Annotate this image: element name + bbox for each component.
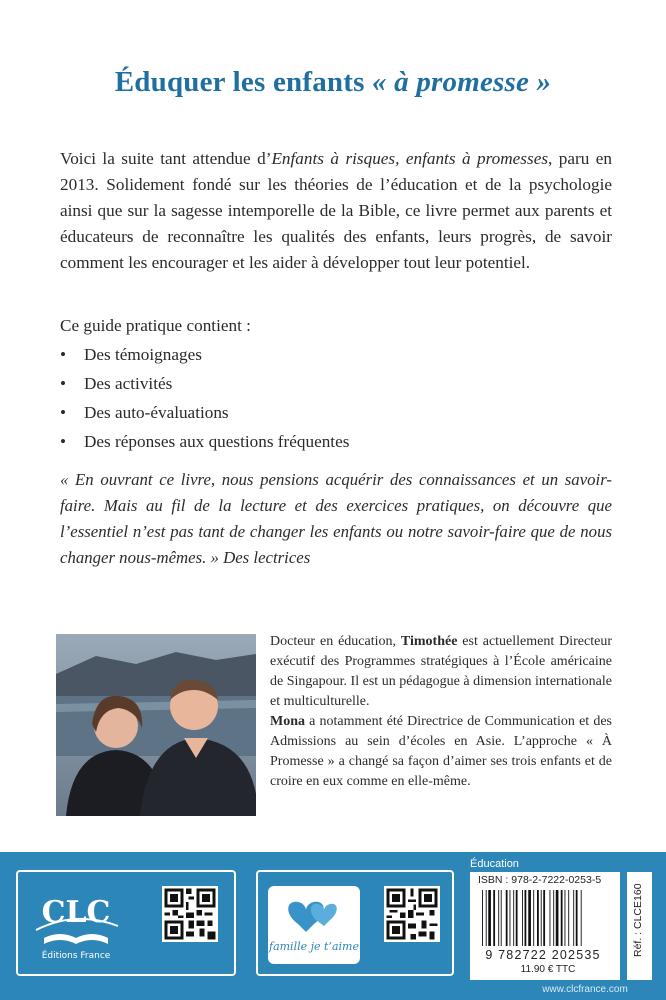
author-photo-image — [56, 634, 256, 816]
list-item — [60, 429, 560, 458]
intro-book-title: Enfants à risques, enfants à promesses — [271, 149, 549, 168]
intro-part2: , paru en 2013. Solidement fondé sur les théories de l’éducation et de la psychologie ainsi que sur la sagesse intemporelle de la Bible, ce livre permet aux parents et éducateurs de reconnaître les qualités des enfants, leurs progrès, de savoir comment les encourager et les aider à développer tout leur potentiel. — [60, 149, 612, 272]
collection-name: famille je t’aime — [269, 940, 359, 953]
page-title — [0, 66, 666, 99]
list-item — [60, 371, 560, 400]
famille-logo-icon — [268, 886, 360, 964]
list-item-label: Des auto-évaluations — [84, 403, 229, 422]
title-main: Éduquer les enfants — [114, 66, 365, 98]
author-bio — [270, 632, 612, 792]
intro-part1: Voici la suite tant attendue d’ — [60, 149, 272, 168]
reader-quote: « En ouvrant ce livre, nous pensions acquérir des connaissances et un savoir-faire. Mais au fil de la lecture et des exercices pratiques, on découvre que l’essentiel n’est pas tant de changer les enfants ou notre savoir-faire que de nous changer nous-mêmes. » Des lectrices — [60, 470, 612, 567]
barcode-icon — [478, 888, 612, 948]
list-item — [60, 342, 560, 371]
clc-logo-icon — [26, 886, 126, 966]
publisher-subtitle: Éditions France — [41, 951, 111, 961]
website-url[interactable]: www.clcfrance.com — [542, 984, 628, 995]
guide-label: Ce guide pratique contient : — [60, 316, 251, 335]
barcode — [478, 888, 612, 948]
qr-code-collection[interactable] — [384, 886, 440, 942]
bullet-icon: • — [60, 403, 67, 422]
author-name-2: Mona — [270, 714, 305, 729]
bio-text-1: est actuellement Directeur exécutif des Programmes stratégiques à l’École américaine de Singapour. Il est un pédagogue à dimension internationale et multiculturelle. — [270, 634, 612, 709]
famille-logo — [268, 886, 360, 964]
title-italic: « à promesse » — [372, 66, 552, 98]
qr-code-publisher[interactable] — [162, 886, 218, 942]
bullet-icon: • — [60, 345, 67, 364]
price-text: 11.90 € TTC — [520, 964, 576, 975]
bio-text-2: a notamment été Directrice de Communication et des Admissions au sein d’écoles en Asie. L’approche « À Promesse » a changé sa façon d’aimer ses trois enfants et de croire en eux comme en elle-même. — [270, 714, 612, 789]
bullet-icon: • — [60, 374, 67, 393]
list-item — [60, 400, 560, 429]
barcode-number: 9 782722 202535 — [485, 948, 601, 962]
publisher-name: CLC — [41, 895, 111, 930]
category-label: Éducation — [470, 858, 519, 870]
bullet-icon: • — [60, 432, 67, 451]
list-item-label: Des activités — [84, 374, 173, 393]
clc-logo — [26, 886, 126, 966]
list-item-label: Des réponses aux questions fréquentes — [84, 432, 350, 451]
qr-code-icon — [162, 886, 218, 942]
author-name-1: Timothée — [400, 634, 458, 649]
reference-code: Réf. : CLCE160 — [632, 883, 644, 957]
isbn-text: ISBN : 978-2-7222-0253-5 — [478, 874, 602, 886]
author-photo — [56, 634, 256, 816]
bio-intro: Docteur en éducation, — [270, 634, 401, 649]
list-item-label: Des témoignages — [84, 345, 202, 364]
intro-paragraph — [60, 146, 612, 276]
guide-list — [60, 342, 560, 458]
qr-code-icon — [384, 886, 440, 942]
